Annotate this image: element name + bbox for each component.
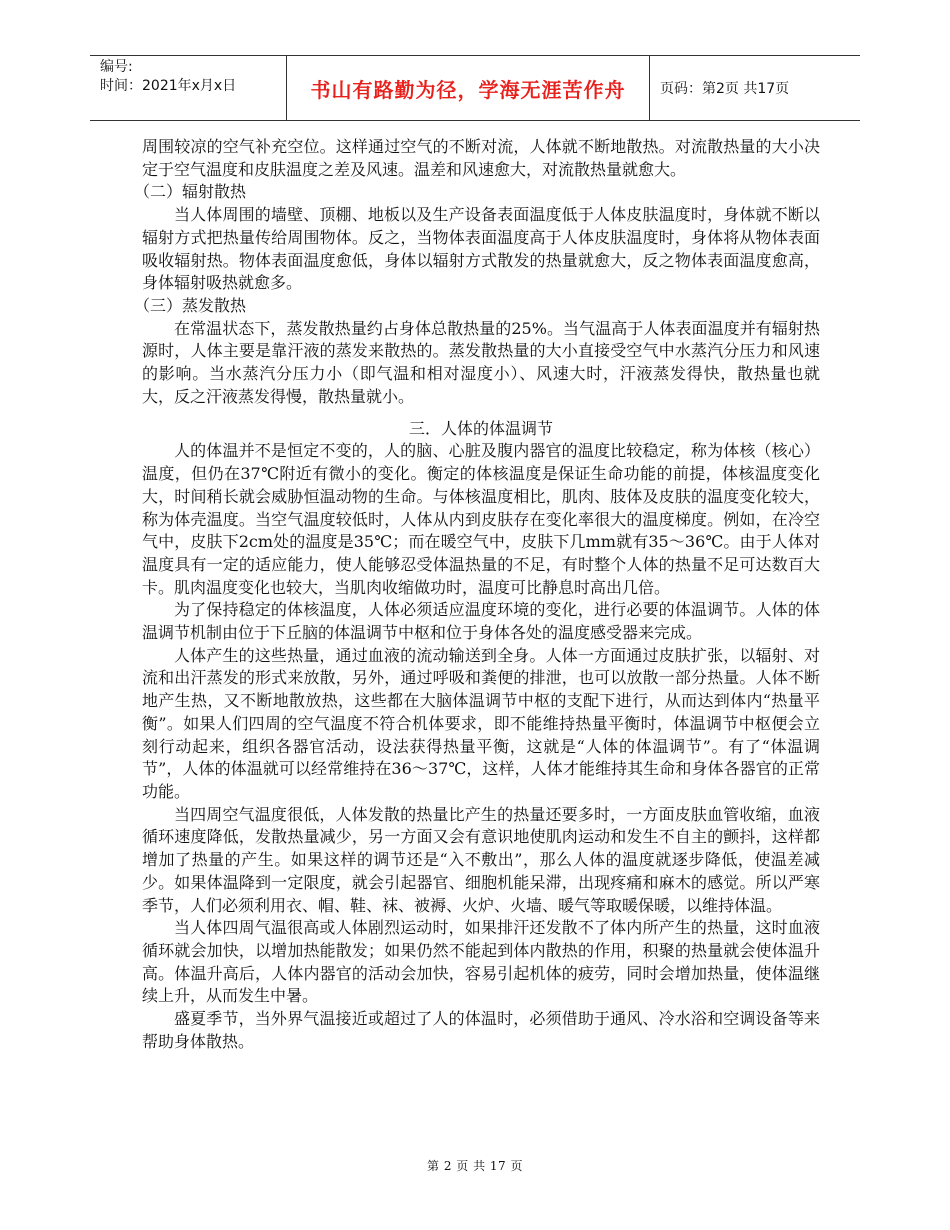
document-body bbox=[134, 136, 820, 1053]
header-page-info: 页码：第2页 共17页 bbox=[660, 81, 790, 97]
subheading-radiation: （二）辐射散热 bbox=[134, 182, 247, 202]
page-header bbox=[90, 55, 860, 121]
header-motto: 书山有路勤为径，学海无涯苦作舟 bbox=[310, 77, 626, 102]
paragraph-convection-end: 周围较凉的空气补充空位。这样通过空气的不断对流，人体就不断地散热。对流散热量的大小决定于空气温度和皮肤温度之差及风速。温差和风速愈大，对流散热量就愈大。 bbox=[142, 137, 820, 179]
page-footer: 第 2 页 共 17 页 bbox=[427, 1159, 523, 1173]
header-meta bbox=[90, 56, 286, 120]
paragraph-body-temperature: 人的体温并不是恒定不变的，人的脑、心脏及腹内器官的温度比较稳定，称为体核（核心）温度，但仍在37℃附近有微小的变化。衡定的体核温度是保证生命功能的前提，体核温度变化大，时间稍长就会威胁恒温动物的生命。与体核温度相比，肌肉、肢体及皮肤的温度变化较大，称为体壳温度。当空气温度较低时，人体从内到皮肤存在变化率很大的温度梯度。例如，在冷空气中，皮肤下2cm处的温度是35℃；而在暖空气中，皮肤下几mm就有35～36℃。由于人体对温度具有一定的适应能力，使人能够忍受体温热量的不足，有时整个人体的热量不足可达数百大卡。肌肉温度变化也较大，当肌肉收缩做功时，温度可比静息时高出几倍。 bbox=[142, 441, 820, 597]
paragraph-heat-response: 当人体四周气温很高或人体剧烈运动时，如果排汗还发散不了体内所产生的热量，这时血液循环就会加快，以增加热能散发；如果仍然不能起到体内散热的作用，积聚的热量就会使体温升高。体温升高后，人体内器官的活动会加快，容易引起机体的疲劳，同时会增加热量，使体温继续上升，从而发生中暑。 bbox=[142, 918, 820, 1006]
header-motto-cell bbox=[286, 56, 650, 120]
section-title: 三．人体的体温调节 bbox=[408, 419, 553, 439]
paragraph-cold-response: 当四周空气温度很低，人体发散的热量比产生的热量还要多时，一方面皮肤血管收缩，血液循环速度降低，发散热量减少，另一方面又会有意识地使肌肉运动和发生不自主的颤抖，这样都增加了热量的产生。如果这样的调节还是“入不敷出”，那么人体的温度就逐步降低，使温差减少。如果体温降到一定限度，就会引起器官、细胞机能呆滞，出现疼痛和麻木的感觉。所以严寒季节，人们必须利用衣、帽、鞋、袜、被褥、火炉、火墙、暖气等取暖保暖，以维持体温。 bbox=[142, 804, 820, 915]
paragraph-regulation-mechanism: 为了保持稳定的体核温度，人体必须适应温度环境的变化，进行必要的体温调节。人体的体温调节机制由位于下丘脑的体温调节中枢和位于身体各处的温度感受器来完成。 bbox=[142, 600, 820, 643]
paragraph-radiation: 当人体周围的墙壁、顶棚、地板以及生产设备表面温度低于人体皮肤温度时，身体就不断以辐射方式把热量传给周围物体。反之，当物体表面温度高于人体皮肤温度时，身体将从物体表面吸收辐射热。物体表面温度愈低，身体以辐射方式散发的热量就愈大，反之物体表面温度愈高，身体辐射吸热就愈多。 bbox=[142, 205, 820, 293]
subheading-evaporation: （三）蒸发散热 bbox=[134, 295, 247, 315]
header-time-label: 时间：2021年x月x日 bbox=[100, 78, 237, 94]
paragraph-heat-balance: 人体产生的这些热量，通过血液的流动输送到全身。人体一方面通过皮肤扩张，以辐射、对流和出汗蒸发的形式来放散，另外，通过呼吸和粪便的排泄，也可以放散一部分热量。人体不断地产生热，又不断地散放热，这些都在大脑体温调节中枢的支配下进行，从而达到体内“热量平衡”。如果人们四周的空气温度不符合机体要求，即不能维持热量平衡时，体温调节中枢便会立刻行动起来，组织各器官活动，设法获得热量平衡，这就是“人体的体温调节”。有了“体温调节”，人体的体温就可以经常维持在36～37℃，这样，人体才能维持其生命和身体各器官的正常功能。 bbox=[142, 645, 820, 801]
paragraph-summer: 盛夏季节，当外界气温接近或超过了人的体温时，必须借助于通风、冷水浴和空调设备等来帮助身体散热。 bbox=[142, 1009, 820, 1051]
paragraph-evaporation: 在常温状态下，蒸发散热量约占身体总散热量的25%。当气温高于人体表面温度并有辐射热源时，人体主要是靠汗液的蒸发来散热的。蒸发散热量的大小直接受空气中水蒸汽分压力和风速的影响。当水蒸汽分压力小（即气温和相对湿度小）、风速大时，汗液蒸发得快，散热量也就大，反之汗液蒸发得慢，散热量就小。 bbox=[142, 318, 820, 406]
header-code-label: 编号: bbox=[100, 59, 133, 75]
